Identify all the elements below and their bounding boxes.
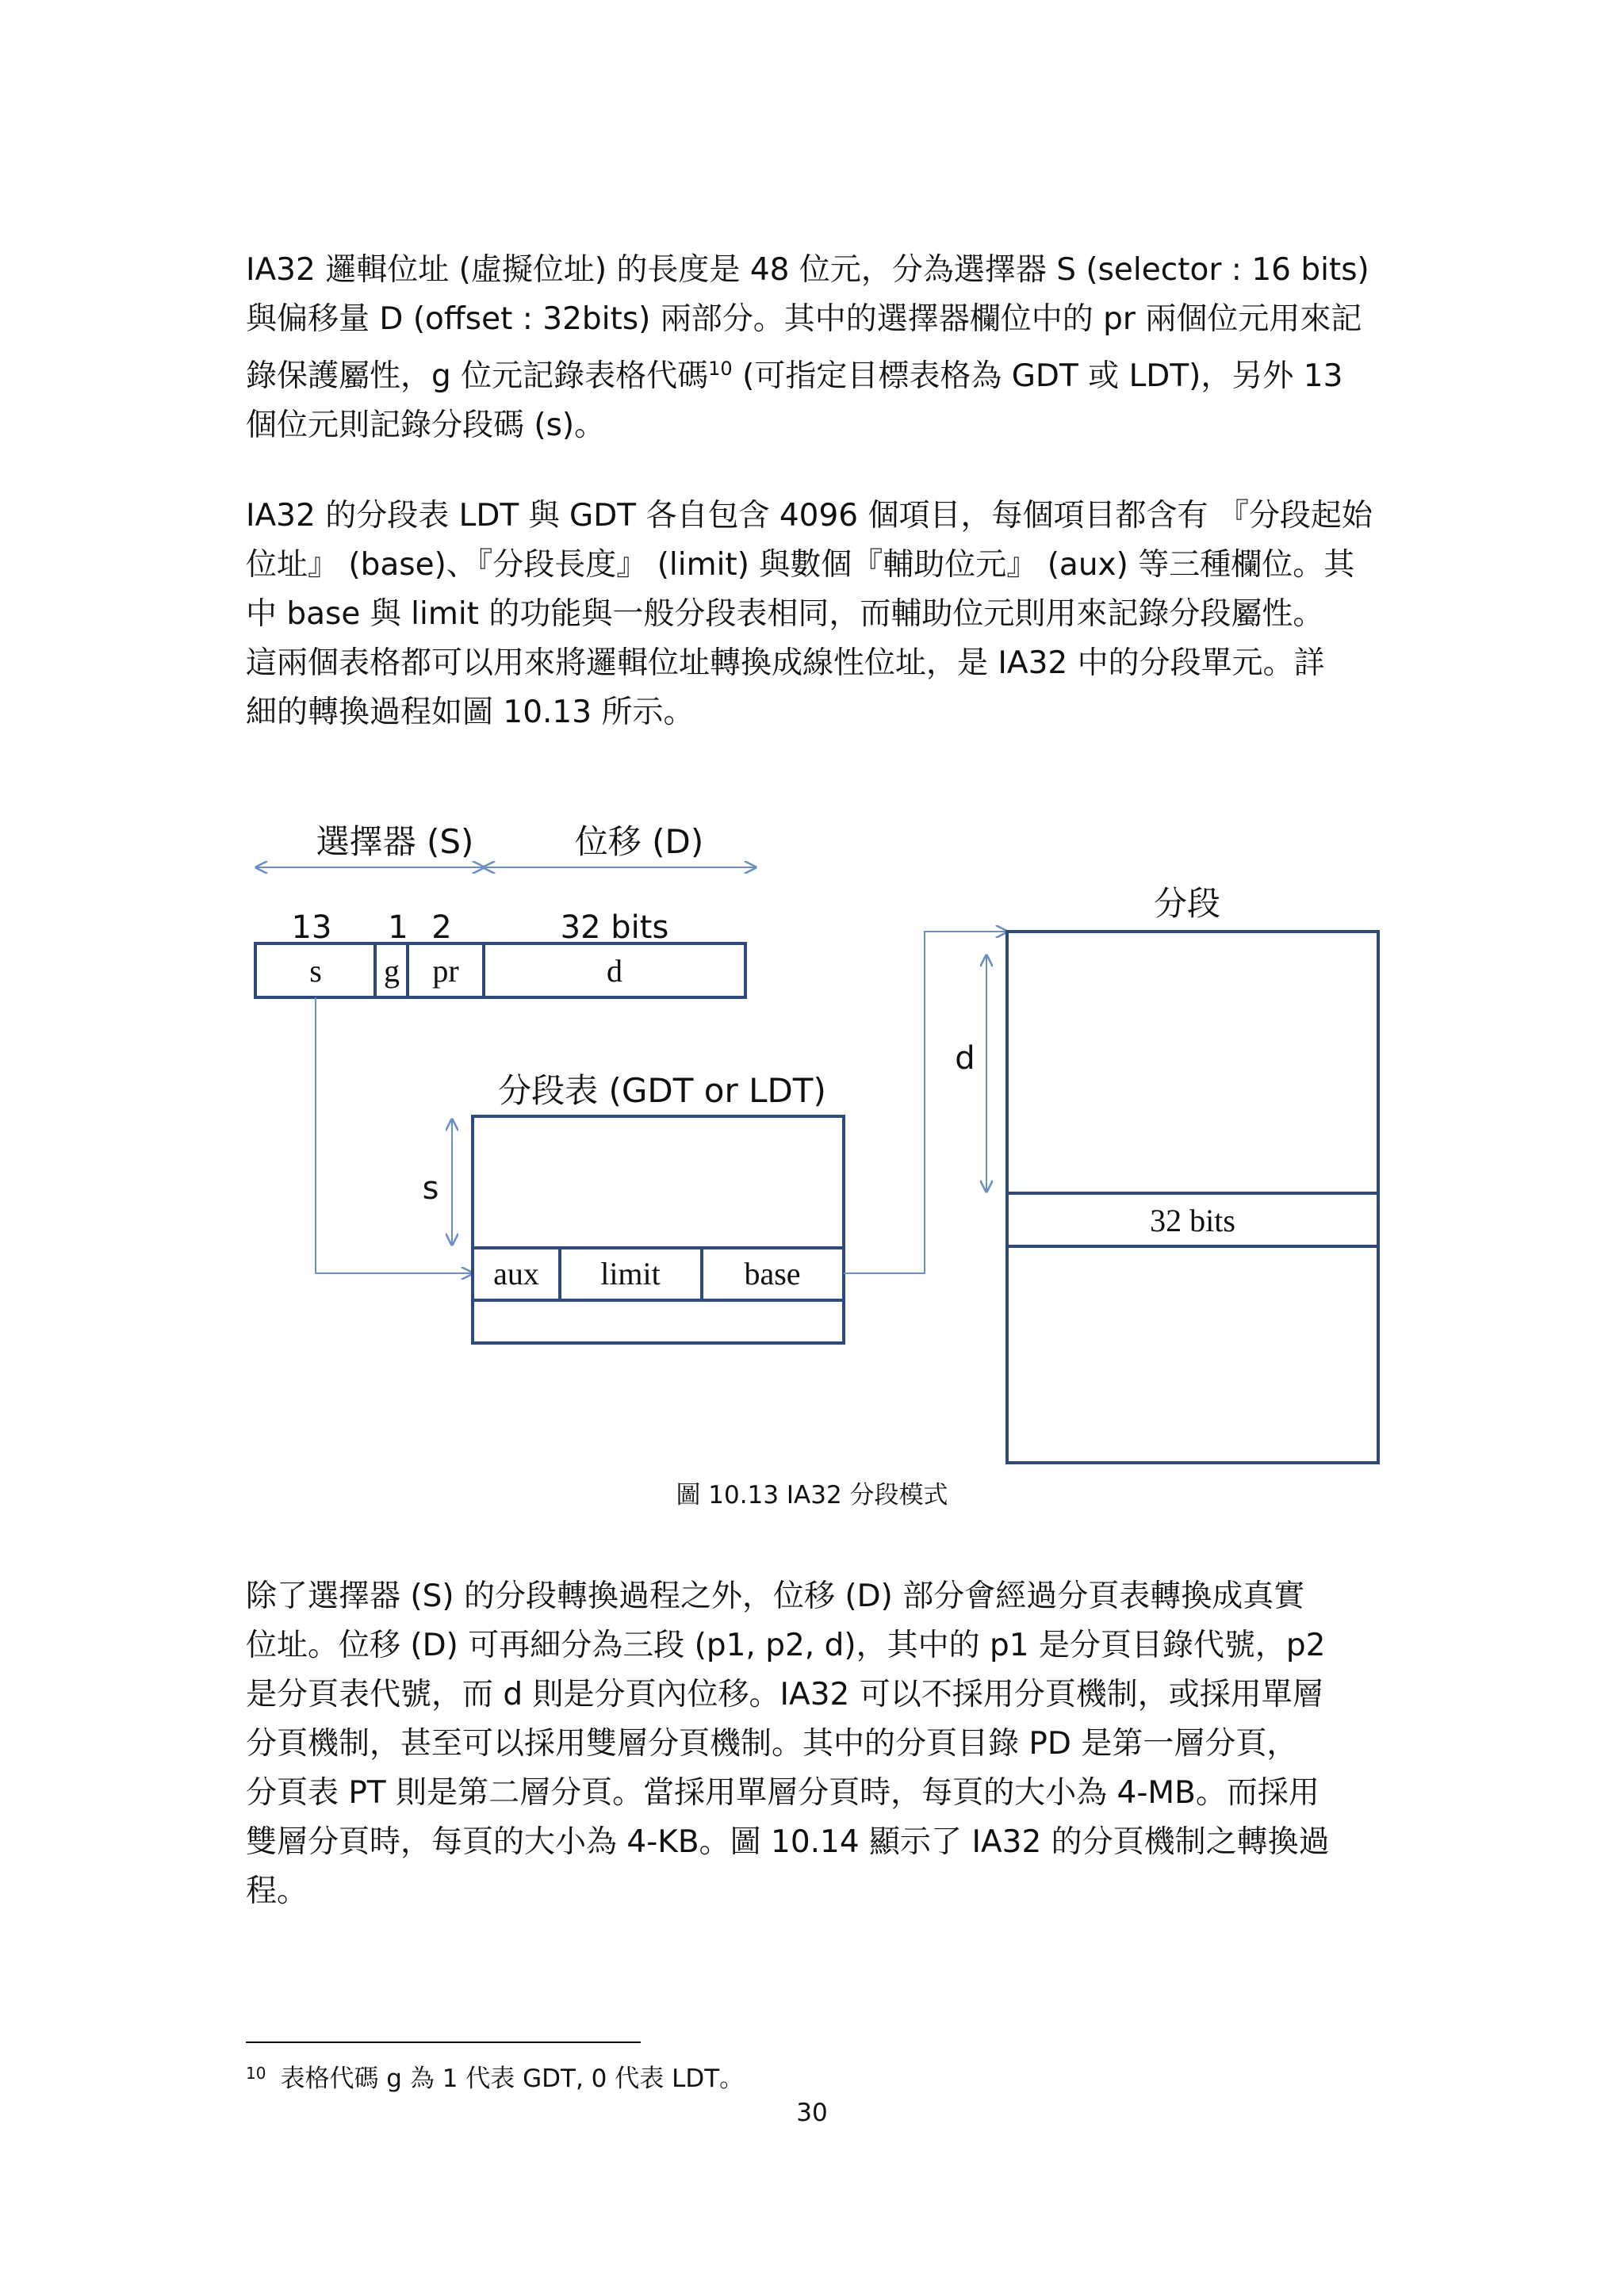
page-number: 30 — [796, 2099, 828, 2127]
field-pr: pr — [432, 953, 459, 989]
text-line: 位址』 (base)、『分段長度』 (limit) 與數個『輔助位元』 (aux) 等三種欄位。其 — [246, 547, 1355, 583]
footnote-separator — [246, 2042, 641, 2043]
text-segment: 錄保護屬性，g 位元記錄表格代碼 — [246, 358, 709, 394]
segment-table-title: 分段表 (GDT or LDT) — [498, 1071, 826, 1110]
figure-caption: 圖 10.13 IA32 分段模式 — [676, 1481, 948, 1510]
text-line: 位址。位移 (D) 可再細分為三段 (p1, p2, d)，其中的 p1 是分頁目錄代號，p2 — [246, 1628, 1326, 1663]
text-line: 程。 — [246, 1873, 308, 1909]
bit-count-pr: 2 — [431, 909, 452, 946]
segment-row-label: 32 bits — [1150, 1203, 1235, 1238]
footnote-marker: 10 — [246, 2064, 266, 2083]
text-line: 雙層分頁時，每頁的大小為 4-KB。圖 10.14 顯示了 IA32 的分頁機制之轉換過 — [246, 1824, 1330, 1860]
table-col-aux: aux — [493, 1256, 539, 1292]
text-line: 這兩個表格都可以用來將邏輯位址轉換成線性位址，是 IA32 中的分段單元。詳 — [246, 645, 1325, 681]
field-s: s — [309, 953, 322, 989]
bit-count-s: 13 — [291, 909, 332, 946]
s-index-label: s — [422, 1170, 439, 1207]
offset-label: 位移 (D) — [574, 822, 704, 861]
text-line: 除了選擇器 (S) 的分段轉換過程之外，位移 (D) 部分會經過分頁表轉換成真實 — [246, 1578, 1305, 1614]
footnote-text: 表格代碼 g 為 1 代表 GDT, 0 代表 LDT。 — [280, 2064, 745, 2093]
text-line: 個位元則記錄分段碼 (s)。 — [246, 408, 606, 443]
segment-box — [1007, 932, 1378, 1463]
field-g: g — [384, 953, 400, 989]
footnote-reference[interactable]: 10 — [708, 358, 733, 380]
paragraph-3 — [246, 1572, 1380, 1916]
text-line: IA32 邏輯位址 (虛擬位址) 的長度是 48 位元，分為選擇器 S (selector : 16 bits) — [246, 252, 1369, 288]
selector-to-table-arrow — [316, 997, 473, 1273]
text-line: 中 base 與 limit 的功能與一般分段表相同，而輔助位元則用來記錄分段屬性。 — [246, 596, 1324, 632]
selector-label: 選擇器 (S) — [316, 822, 474, 861]
table-col-base: base — [744, 1256, 801, 1292]
text-line: IA32 的分段表 LDT 與 GDT 各自包含 4096 個項目，每個項目都含有 『分段起始 — [246, 498, 1373, 534]
text-line: 細的轉換過程如圖 10.13 所示。 — [246, 695, 695, 730]
text-segment: (可指定目標表格為 GDT 或 LDT)，另外 13 — [732, 358, 1343, 394]
footnote — [246, 2057, 744, 2095]
text-line: 是分頁表代號，而 d 則是分頁內位移。IA32 可以不採用分頁機制，或採用單層 — [246, 1677, 1323, 1712]
field-d: d — [607, 953, 622, 989]
bit-count-d: 32 bits — [560, 909, 669, 946]
segment-table-box — [473, 1116, 844, 1343]
table-col-limit: limit — [600, 1256, 661, 1292]
base-to-segment-arrow — [844, 932, 1007, 1273]
text-line: 與偏移量 D (offset : 32bits) 兩部分。其中的選擇器欄位中的 pr 兩個位元用來記 — [246, 301, 1362, 337]
logical-address-box — [255, 943, 745, 997]
text-line: 分頁表 PT 則是第二層分頁。當採用單層分頁時，每頁的大小為 4-MB。而採用 — [246, 1775, 1320, 1811]
d-offset-label: d — [955, 1040, 975, 1077]
segment-title: 分段 — [1153, 884, 1221, 923]
bit-count-g: 1 — [388, 909, 408, 946]
text-line: 分頁機制，甚至可以採用雙層分頁機制。其中的分頁目錄 PD 是第一層分頁， — [246, 1726, 1298, 1762]
